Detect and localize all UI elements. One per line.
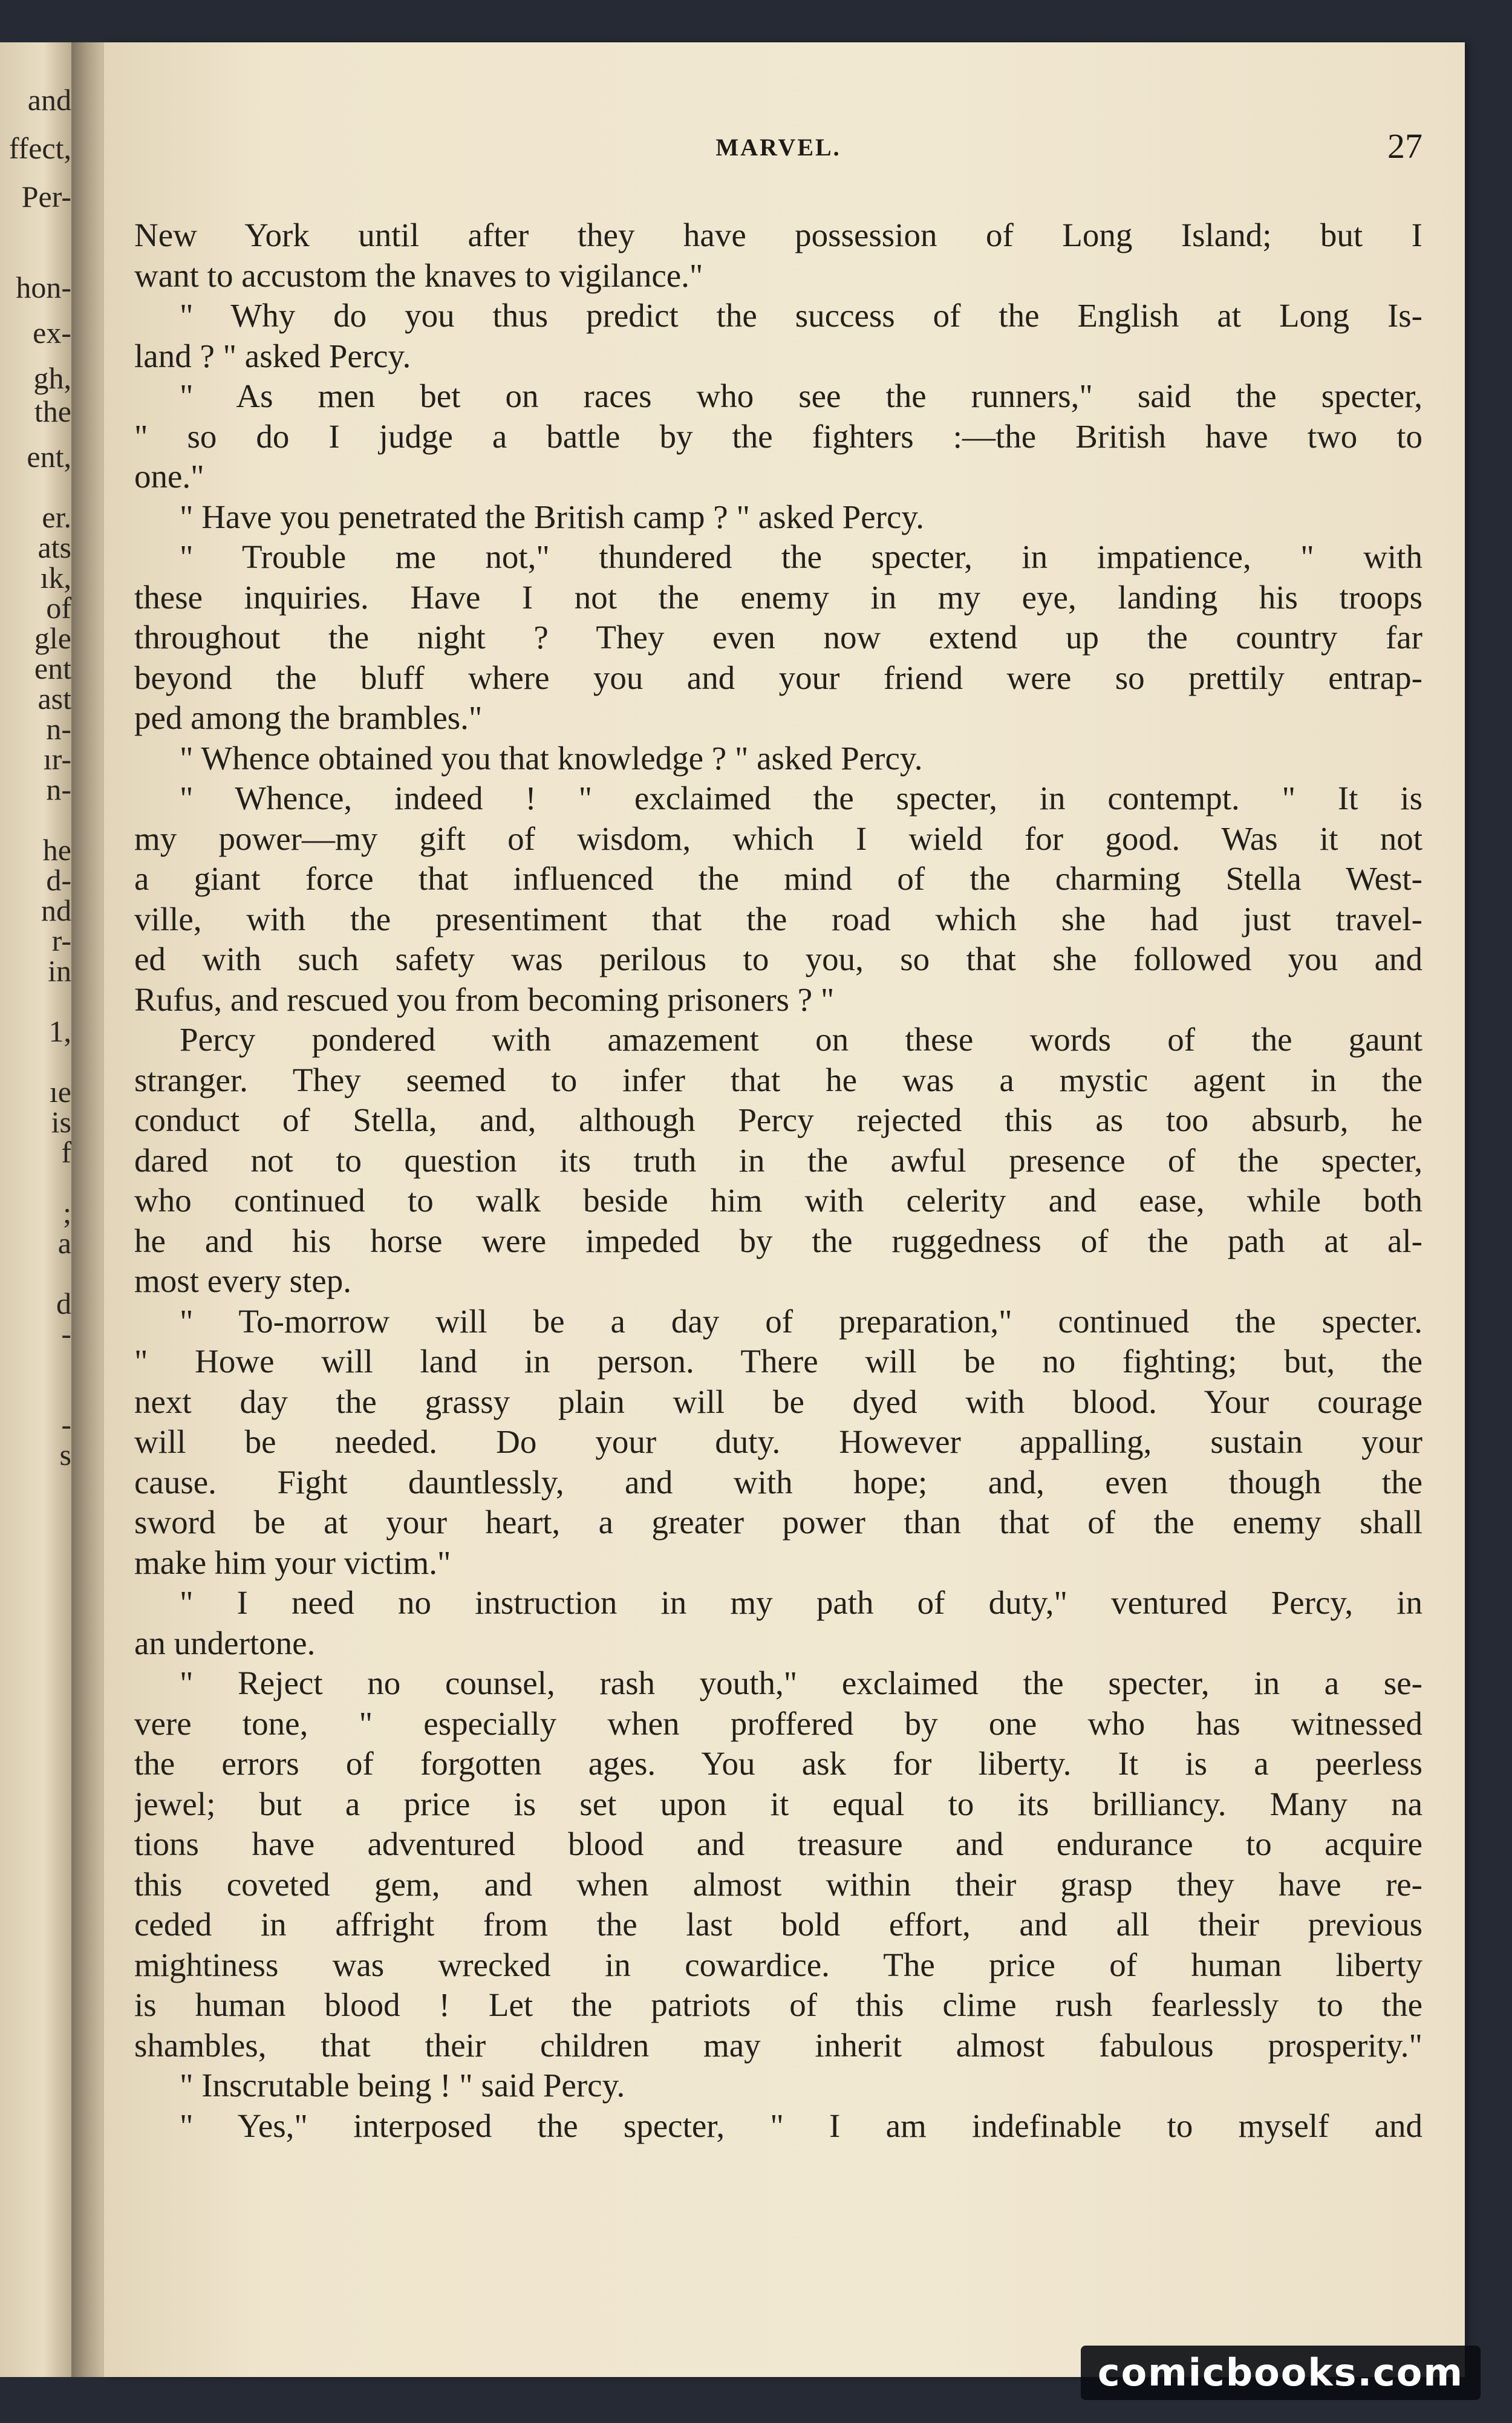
left-page-fragment: is — [51, 1105, 71, 1139]
text-line: beyond the bluff where you and your friend were so prettily entrap- — [134, 659, 1422, 696]
left-page-fragment: he — [42, 833, 71, 867]
text-line: " Whence, indeed ! " exclaimed the specter, in contempt. " It is — [180, 780, 1422, 817]
text-line: ped among the brambles." — [134, 699, 483, 736]
text-line: ville, with the presentiment that the road which she had just travel- — [134, 900, 1422, 938]
text-line: " Have you penetrated the British camp ? " asked Percy. — [180, 498, 925, 535]
left-page-fragment: n- — [46, 712, 71, 746]
page-header — [134, 126, 1422, 174]
text-line: shambles, that their children may inherit almost fabulous prosperity." — [134, 2026, 1422, 2064]
left-page-fragment: ık, — [40, 561, 71, 595]
text-line: " Howe will land in person. There will be no fighting; but, the — [134, 1343, 1422, 1380]
left-page-fragment: ast — [37, 682, 71, 716]
text-line: most every step. — [134, 1262, 351, 1299]
text-line: next day the grassy plain will be dyed with blood. Your courage — [134, 1383, 1422, 1420]
left-page-fragment: of — [46, 591, 71, 625]
text-line: " Trouble me not," thundered the specter, in impatience, " with — [180, 538, 1422, 575]
left-page-fragment: ; — [63, 1196, 71, 1230]
left-page-fragment: in — [48, 954, 71, 988]
text-line: Rufus, and rescued you from becoming prisoners ? " — [134, 980, 835, 1018]
left-page-fragment: ffect, — [8, 131, 71, 165]
text-line: will be needed. Do your duty. However appalling, sustain your — [134, 1423, 1422, 1460]
text-line: " Yes," interposed the specter, " I am indefinable to myself and — [180, 2107, 1422, 2144]
text-line: " Reject no counsel, rash youth," exclaimed the specter, in a se- — [180, 1665, 1422, 1701]
watermark: comicbooks.com — [1081, 2346, 1481, 2400]
left-page-fragment: gle — [34, 621, 71, 655]
left-page-fragment: n- — [46, 772, 71, 806]
left-page-fragment: a — [57, 1226, 71, 1260]
text-line: make him your victim." — [134, 1544, 451, 1581]
left-page-fragment: - — [61, 1407, 71, 1441]
left-page-fragment: ex- — [33, 316, 71, 350]
text-line: want to accustom the knaves to vigilance." — [134, 256, 703, 294]
text-line: " Why do you thus predict the success of the English at Long Is- — [180, 297, 1422, 334]
left-page-fragment: hon- — [16, 270, 71, 304]
text-line: conduct of Stella, and, although Percy rejected this as too absurb, he — [134, 1101, 1422, 1138]
text-line: dared not to question its truth in the awful presence of the specter, — [134, 1141, 1422, 1179]
left-page-fragment: d- — [46, 863, 71, 897]
book-page — [104, 42, 1465, 2377]
text-line: an undertone. — [134, 1624, 316, 1662]
body-text — [134, 215, 1422, 2146]
left-page-fragment: f — [61, 1135, 71, 1169]
text-line: New York until after they have possession of Long Island; but I — [134, 217, 1422, 253]
left-page-fragment: ıe — [49, 1075, 71, 1109]
left-page-fragment: the — [34, 394, 71, 428]
left-page-fragment: ent, — [27, 440, 71, 474]
text-line: ed with such safety was perilous to you, so that she followed you and — [134, 941, 1422, 977]
text-line: stranger. They seemed to infer that he was a mystic agent in the — [134, 1061, 1422, 1098]
left-page-fragment: and — [27, 83, 71, 117]
text-line: sword be at your heart, a greater power than that of the enemy shall — [134, 1504, 1422, 1541]
left-page-fragment: nd — [41, 893, 71, 927]
text-line: throughout the night ? They even now extend up the country far — [134, 619, 1422, 656]
text-line: ceded in affright from the last bold effort, and all their previous — [134, 1906, 1422, 1943]
text-line: " I need no instruction in my path of duty," ventured Percy, in — [180, 1584, 1422, 1621]
left-page-fragment: d — [56, 1287, 71, 1320]
left-page-fragment: gh, — [33, 361, 71, 395]
text-line: who continued to walk beside him with celerity and ease, while both — [134, 1182, 1422, 1219]
left-page-fragment: s — [59, 1438, 71, 1472]
running-head: MARVEL. — [715, 134, 841, 161]
text-line: Percy pondered with amazement on these words of the gaunt — [180, 1021, 1422, 1058]
text-line: he and his horse were impeded by the ruggedness of the path at al- — [134, 1222, 1422, 1259]
text-line: " Whence obtained you that knowledge ? " asked Percy. — [180, 739, 923, 777]
left-page-fragment: ır- — [43, 742, 71, 776]
text-line: my power—my gift of wisdom, which I wield for good. Was it not — [134, 820, 1422, 857]
text-line: vere tone, " especially when proffered by one who has witnessed — [134, 1704, 1422, 1742]
text-line: a giant force that influenced the mind of the charming Stella West- — [134, 860, 1422, 897]
left-page-fragment: ent — [34, 651, 71, 685]
book-gutter — [71, 42, 108, 2377]
text-line: " To-morrow will be a day of preparation," continued the specter. — [180, 1302, 1422, 1340]
left-page-fragment: r- — [51, 924, 71, 957]
text-line: " As men bet on races who see the runners," said the specter, — [180, 377, 1422, 414]
text-line: the errors of forgotten ages. You ask for liberty. It is a peerless — [134, 1745, 1422, 1782]
text-line: jewel; but a price is set upon it equal to its brilliancy. Many na — [134, 1785, 1422, 1822]
left-page-fragment: ats — [37, 530, 71, 564]
text-line: one." — [134, 458, 204, 495]
left-page-edge — [0, 42, 73, 2377]
left-page-fragment: 1, — [48, 1014, 71, 1048]
page-number: 27 — [1387, 126, 1422, 166]
left-page-fragment: er. — [42, 500, 71, 534]
text-line: these inquiries. Have I not the enemy in my eye, landing his troops — [134, 578, 1422, 616]
left-page-fragment: Per- — [21, 180, 71, 214]
text-line: this coveted gem, and when almost within their grasp they have re- — [134, 1865, 1422, 1903]
left-page-fragment: - — [61, 1317, 71, 1351]
text-line: cause. Fight dauntlessly, and with hope; and, even though the — [134, 1463, 1422, 1501]
text-line: is human blood ! Let the patriots of this clime rush fearlessly to the — [134, 1986, 1422, 2023]
text-line: mightiness was wrecked in cowardice. The price of human liberty — [134, 1946, 1422, 1983]
text-line: " Inscrutable being ! " said Percy. — [180, 2067, 625, 2104]
text-line: land ? " asked Percy. — [134, 337, 411, 374]
text-line: " so do I judge a battle by the fighters :—the British have two to — [134, 417, 1422, 455]
text-line: tions have adventured blood and treasure and endurance to acquire — [134, 1825, 1422, 1862]
